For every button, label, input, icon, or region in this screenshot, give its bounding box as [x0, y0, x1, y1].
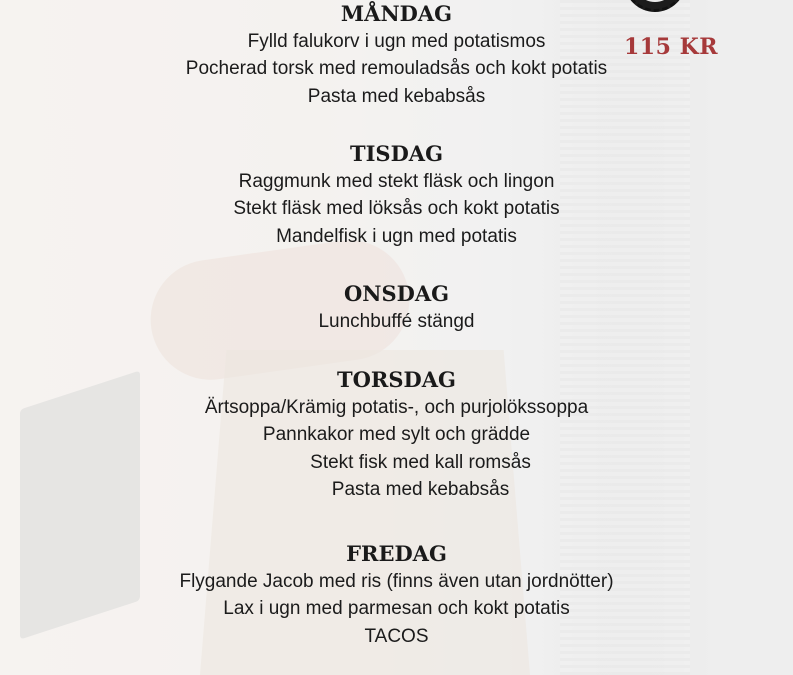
day-heading: MÅNDAG	[340, 1, 453, 26]
menu-item: Stekt fläsk med löksås och kokt potatis	[233, 198, 560, 220]
menu-item: Ärtsoppa/Krämig potatis-, och purjolökssoppa	[204, 397, 589, 418]
menu-item: Raggmunk med stekt fläsk och lingon	[238, 171, 555, 192]
day-heading: TORSDAG	[337, 367, 456, 392]
day-heading: ONSDAG	[343, 281, 450, 306]
menu-item: Lunchbuffé stängd	[318, 311, 475, 332]
day-monday	[0, 0, 793, 110]
day-friday	[0, 540, 793, 650]
menu-item: Stekt fisk med kall romsås	[310, 451, 531, 473]
menu-item: Pannkakor med sylt och grädde	[262, 424, 531, 446]
day-tuesday	[0, 140, 793, 250]
day-heading: TISDAG	[349, 141, 444, 166]
day-wednesday	[0, 280, 793, 335]
menu-item: Pasta med kebabsås	[307, 85, 486, 107]
day-heading: FREDAG	[346, 541, 447, 566]
price-label: 115 KR	[624, 34, 718, 60]
menu-item: Pocherad torsk med remouladsås och kokt potatis	[185, 58, 608, 80]
menu-item: Flygande Jacob med ris (finns även utan jordnötter)	[179, 571, 614, 592]
day-thursday	[0, 366, 793, 503]
menu-item: Pasta med kebabsås	[331, 478, 510, 500]
menu-item: Lax i ugn med parmesan och kokt potatis	[223, 598, 570, 620]
menu-item: TACOS	[364, 625, 429, 647]
menu-item: Mandelfisk i ugn med potatis	[276, 225, 517, 247]
menu-item: Fylld falukorv i ugn med potatismos	[247, 31, 546, 52]
